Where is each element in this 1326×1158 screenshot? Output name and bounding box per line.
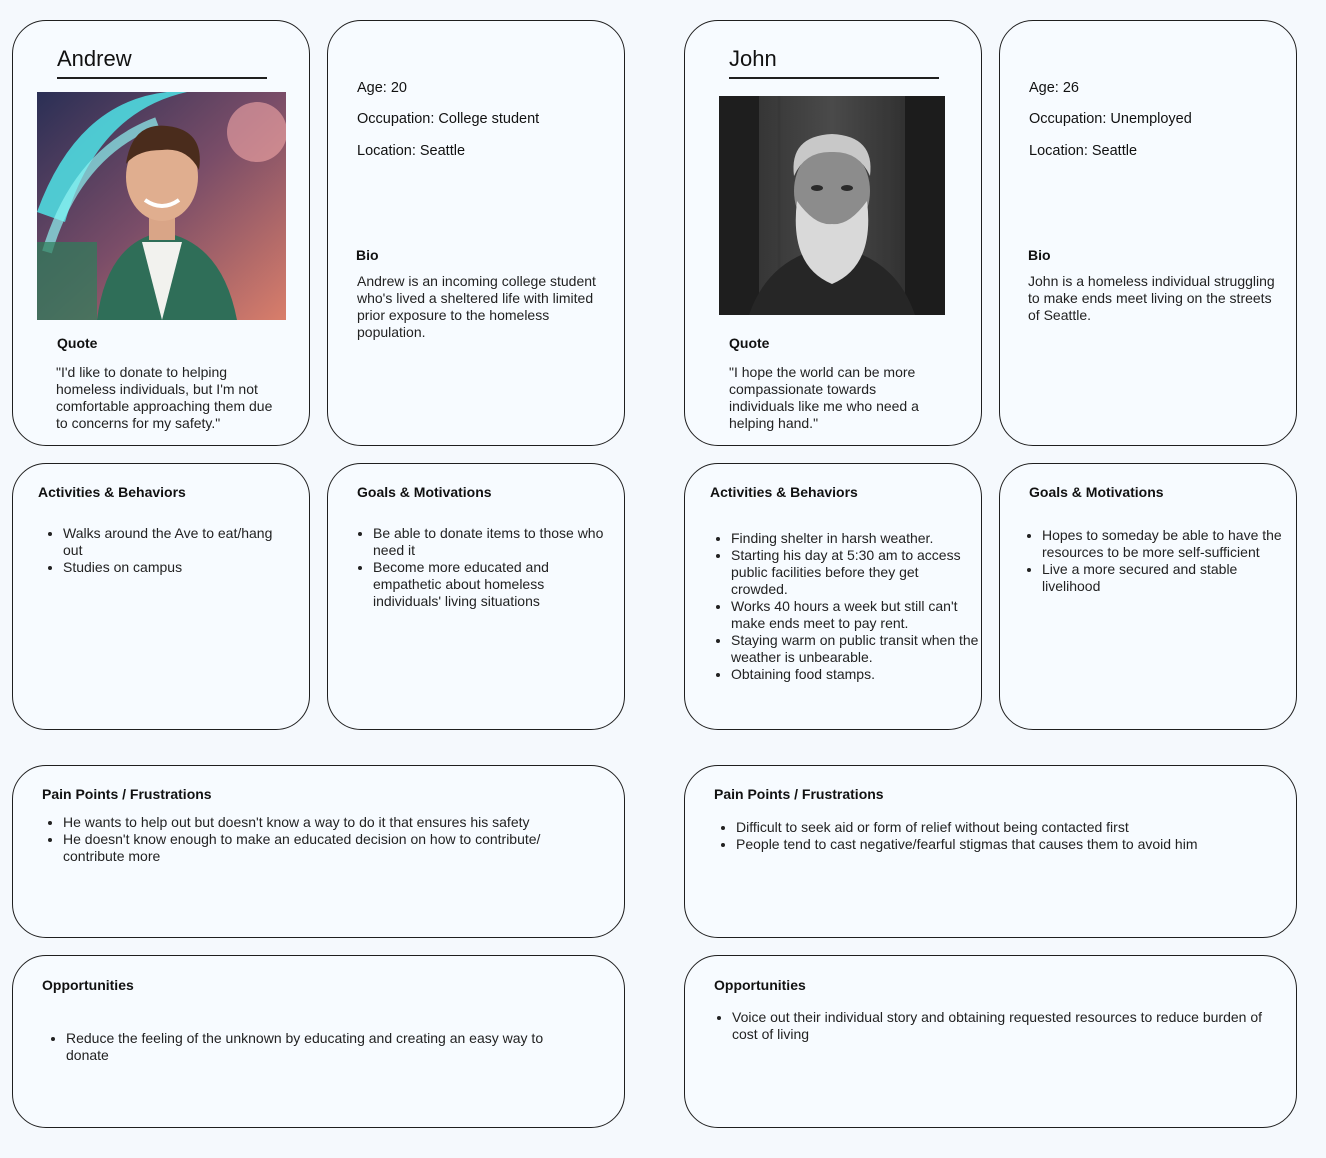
name-underline [57, 77, 267, 79]
age-text: Age: 26 [1029, 80, 1079, 96]
john-goals-card [999, 463, 1297, 730]
goals-list [1021, 527, 1292, 595]
list-item: • He doesn't know enough to make an educated decision on how to contribute/ contribute more [63, 831, 603, 865]
occupation-text: Occupation: Unemployed [1029, 111, 1192, 127]
bio-heading: Bio [1028, 247, 1051, 263]
pain-points-list [715, 819, 1276, 853]
activities-list [42, 525, 293, 576]
activities-heading: Activities & Behaviors [710, 484, 858, 500]
bearded-man-portrait-photo [719, 96, 945, 315]
list-item: • Reduce the feeling of the unknown by educating and creating an easy way to donate [66, 1030, 586, 1064]
location-text: Location: Seattle [1029, 143, 1138, 159]
john-profile-card [684, 20, 982, 446]
quote-text: "I hope the world can be more compassionate towards individuals like me who need a helping hand." [729, 364, 919, 431]
andrew-goals-card [327, 463, 625, 730]
list-item: • Voice out their individual story and obtaining requested resources to reduce burden of cost of living [732, 1009, 1262, 1043]
list-item: • Difficult to seek aid or form of relief without being contacted first [736, 819, 1276, 836]
list-item: • People tend to cast negative/fearful stigmas that causes them to avoid him [736, 836, 1276, 853]
andrew-details-card [327, 20, 625, 446]
opportunities-heading: Opportunities [42, 977, 134, 993]
bio-heading: Bio [356, 247, 379, 263]
quote-heading: Quote [729, 335, 770, 351]
quote-heading: Quote [57, 335, 98, 351]
list-item: • Obtaining food stamps. [731, 666, 979, 683]
john-activities-card [684, 463, 982, 730]
goals-heading: Goals & Motivations [357, 484, 492, 500]
opportunities-list [711, 1009, 1262, 1043]
quote-text: "I'd like to donate to helping homeless individuals, but I'm not comfortable approaching them due to concerns for my safety." [56, 364, 273, 431]
john-pain-points-card [684, 765, 1297, 938]
list-item: • Starting his day at 5:30 am to access public facilities before they get crowded. [731, 547, 979, 598]
name-underline [729, 77, 939, 79]
young-man-portrait-photo [37, 92, 286, 320]
opportunities-list [45, 1030, 586, 1064]
opportunities-heading: Opportunities [714, 977, 806, 993]
goals-heading: Goals & Motivations [1029, 484, 1164, 500]
occupation-text: Occupation: College student [357, 111, 540, 127]
persona-name: Andrew [57, 46, 132, 71]
list-item: • Live a more secured and stable livelihood [1042, 561, 1292, 595]
list-item: • Staying warm on public transit when the weather is unbearable. [731, 632, 979, 666]
bio-text: John is a homeless individual struggling to make ends meet living on the streets of Seattle. [1028, 273, 1275, 323]
andrew-opportunities-card [12, 955, 625, 1128]
goals-list [352, 525, 613, 610]
location-text: Location: Seattle [357, 143, 466, 159]
persona-name: John [729, 46, 777, 71]
pain-points-list [42, 814, 603, 865]
activities-list [710, 530, 979, 683]
list-item: • Works 40 hours a week but still can't make ends meet to pay rent. [731, 598, 979, 632]
list-item: • Walks around the Ave to eat/hang out [63, 525, 293, 559]
john-details-card [999, 20, 1297, 446]
age-text: Age: 20 [357, 80, 407, 96]
bio-text: Andrew is an incoming college student who's lived a sheltered life with limited prior exposure to the homeless population. [357, 273, 596, 340]
list-item: • Hopes to someday be able to have the resources to be more self-sufficient [1042, 527, 1292, 561]
list-item: • Finding shelter in harsh weather. [731, 530, 979, 547]
list-item: • Studies on campus [63, 559, 293, 576]
andrew-profile-card [12, 20, 310, 446]
pain-points-heading: Pain Points / Frustrations [42, 786, 212, 802]
john-opportunities-card [684, 955, 1297, 1128]
andrew-activities-card [12, 463, 310, 730]
list-item: • Become more educated and empathetic about homeless individuals' living situations [373, 559, 613, 610]
andrew-pain-points-card [12, 765, 625, 938]
list-item: • Be able to donate items to those who need it [373, 525, 613, 559]
activities-heading: Activities & Behaviors [38, 484, 186, 500]
list-item: • He wants to help out but doesn't know a way to do it that ensures his safety [63, 814, 603, 831]
pain-points-heading: Pain Points / Frustrations [714, 786, 884, 802]
